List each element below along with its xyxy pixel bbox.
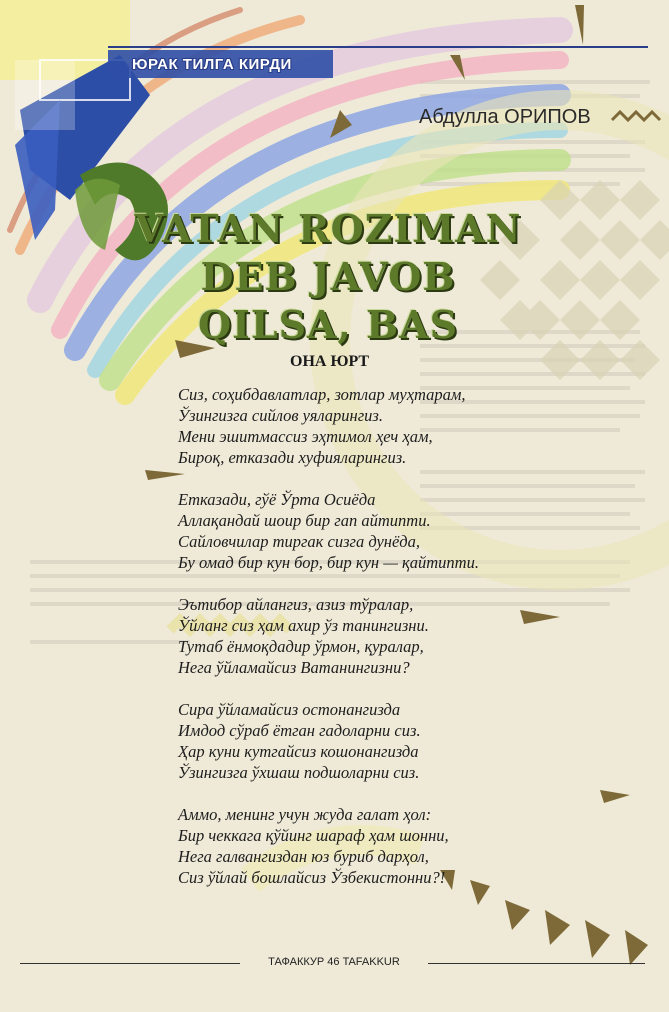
poem-line: Ўйланг сиз ҳам ахир ўз танингизни. — [178, 616, 429, 635]
poem-line: Сиз, соҳибдавлатлар, зотлар муҳтарам, — [178, 385, 466, 404]
poem-line: Бу омад бир кун бор, бир кун — қайтипти. — [178, 553, 479, 572]
stanza-4 — [178, 699, 598, 783]
poem-line: Ўзингизга ўхшаш подшоларни сиз. — [178, 763, 420, 782]
stanza-1 — [178, 384, 598, 468]
poem-line: Бироқ, етказади хуфияларингиз. — [178, 448, 407, 467]
stanza-5 — [178, 804, 598, 888]
poem-line: Нега галвангиздан юз буриб дарҳол, — [178, 847, 429, 866]
poem-line: Аммо, менинг учун жуда галат ҳол: — [178, 805, 432, 824]
stanza-3 — [178, 594, 598, 678]
poem-line: Етказади, гўё Ўрта Осиёда — [178, 490, 376, 509]
author-name: Абдулла ОРИПОВ — [419, 106, 591, 128]
page-footer: ТАФАККУР 46 TAFAKKUR — [240, 956, 428, 968]
section-label: ЮРАК ТИЛГА КИРДИ — [132, 56, 292, 73]
poem-line: Бир чеккага қўйинг шараф ҳам шонни, — [178, 826, 449, 845]
poem-heading: ОНА ЮРТ — [290, 353, 370, 370]
poem-line: Мени эшитмассиз эҳтимол ҳеч ҳам, — [178, 427, 433, 446]
poem-line: Аллақандай шоир бир гап айтипти. — [178, 511, 431, 530]
poem-line: Сайловчилар тиргак сизга дунёда, — [178, 532, 421, 551]
poem-line: Тутаб ёнмоқдадир ўрмон, қуралар, — [178, 637, 424, 656]
poem-line: Ўзингизга сийлов уяларингиз. — [178, 406, 383, 425]
stanza-2 — [178, 489, 598, 573]
article-title — [118, 205, 538, 349]
title-line-2: DEB JAVOB QILSA, BAS — [197, 254, 459, 347]
poem-line: Сиз ўйлай бошлайсиз Ўзбекистонни?! — [178, 868, 446, 887]
poem-line: Ҳар куни кутгайсиз кошонангизда — [178, 742, 419, 761]
poem-body — [178, 384, 598, 909]
title-line-1: VATAN ROZIMAN — [134, 206, 522, 251]
poem-line: Имдод сўраб ётган гадоларни сиз. — [178, 721, 421, 740]
poem-line: Эътибор айлангиз, азиз тўралар, — [178, 595, 414, 614]
poem-line: Нега ўйламайсиз Ватанингизни? — [178, 658, 410, 677]
poem-line: Сира ўйламайсиз остонангизда — [178, 700, 401, 719]
